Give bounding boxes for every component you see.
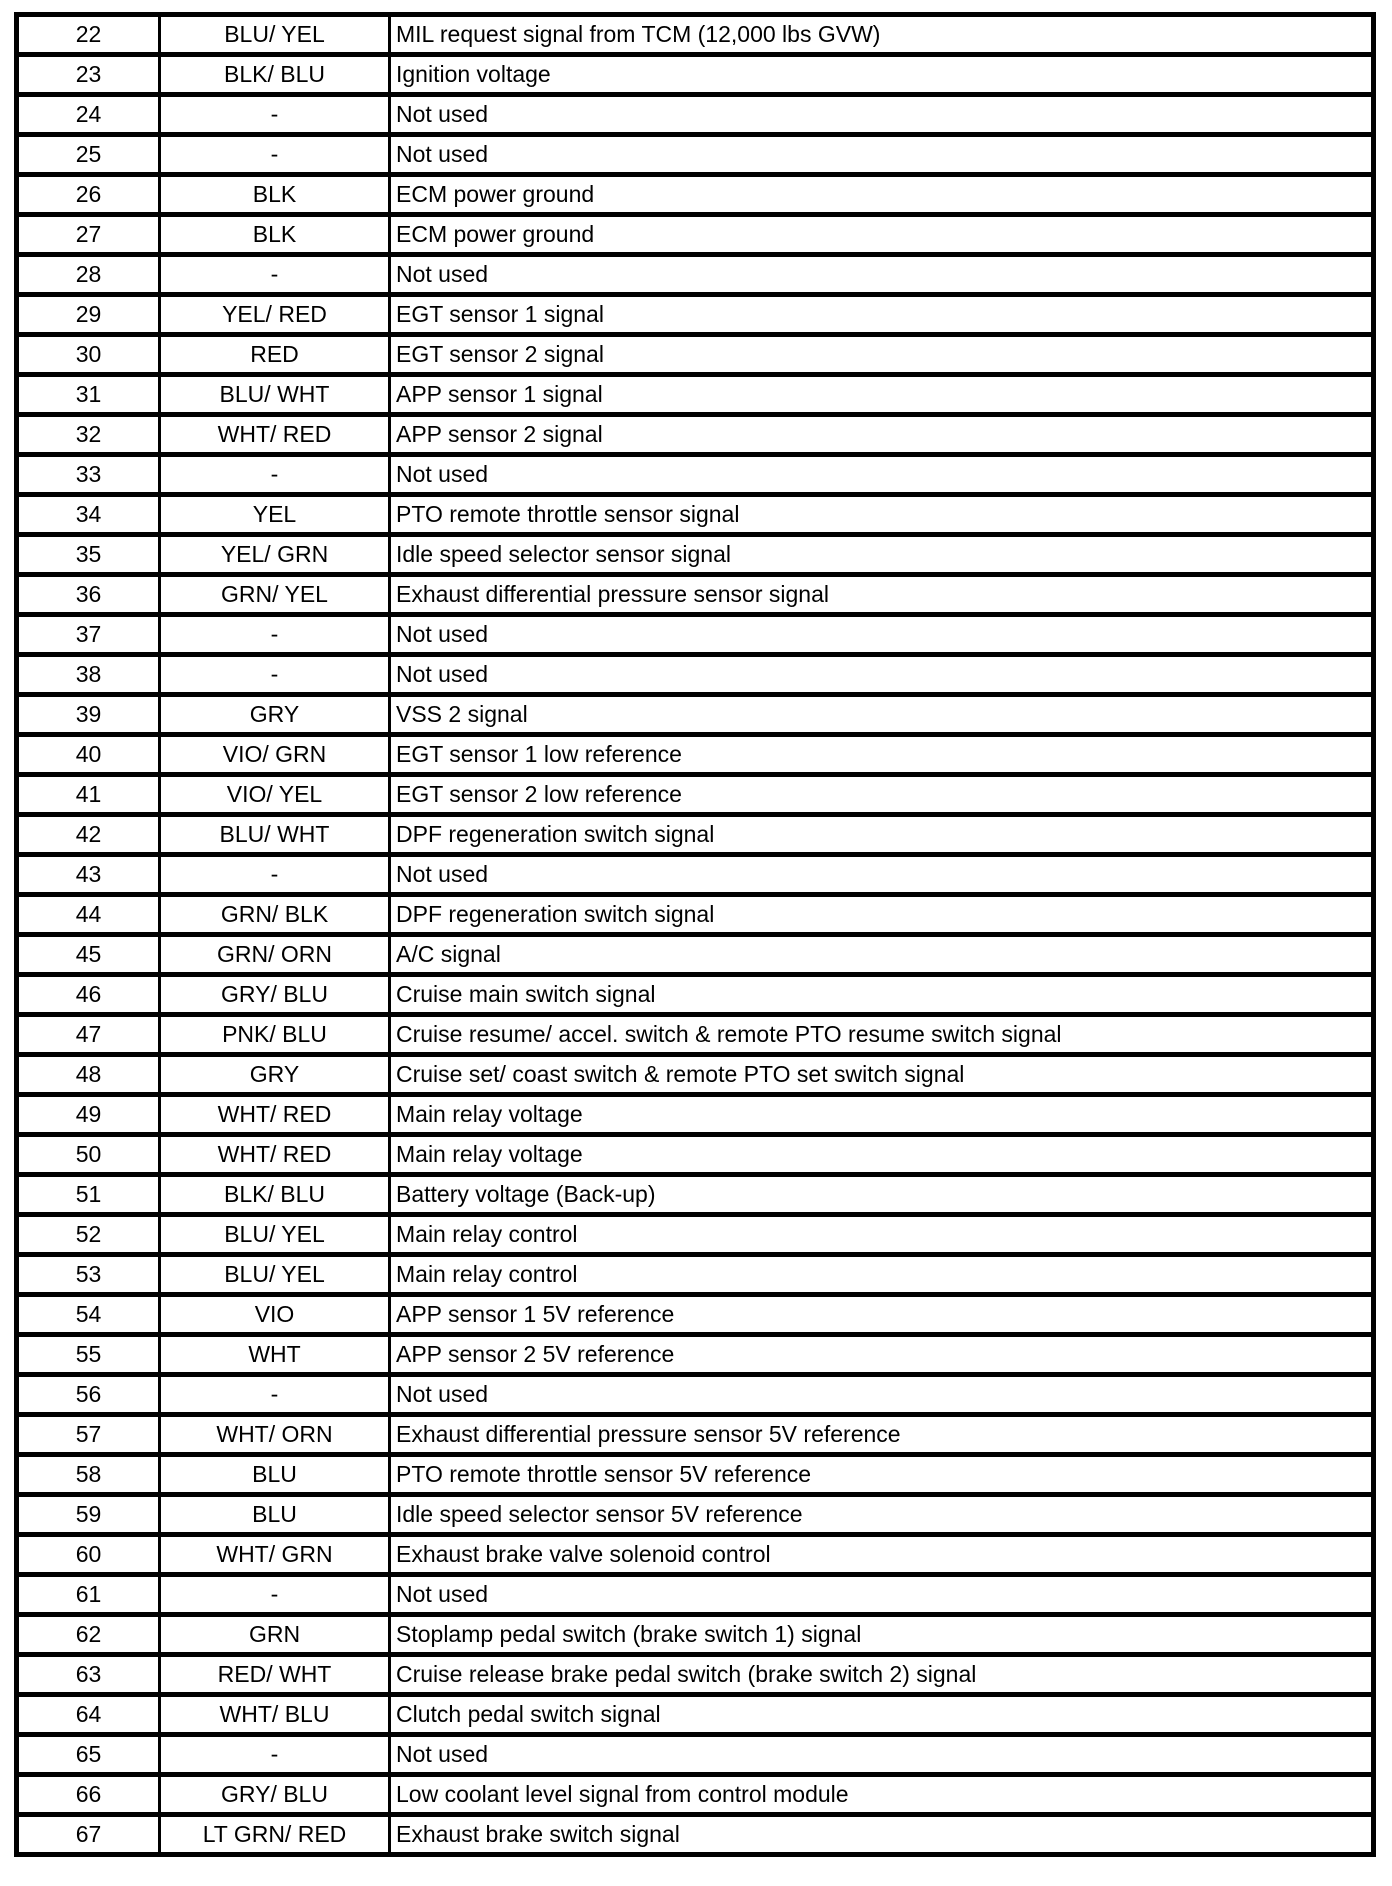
table-row xyxy=(17,1215,1374,1255)
table-row xyxy=(17,215,1374,255)
description-cell: Idle speed selector sensor signal xyxy=(390,535,1374,575)
wire-color-cell: GRY xyxy=(160,695,390,735)
description-cell: Main relay voltage xyxy=(390,1095,1374,1135)
pin-number-cell: 40 xyxy=(17,735,160,775)
description-cell: A/C signal xyxy=(390,935,1374,975)
description-cell: APP sensor 2 5V reference xyxy=(390,1335,1374,1375)
description-cell: Cruise set/ coast switch & remote PTO set switch signal xyxy=(390,1055,1374,1095)
wire-color-cell: LT GRN/ RED xyxy=(160,1815,390,1855)
pin-number-cell: 61 xyxy=(17,1575,160,1615)
table-row xyxy=(17,135,1374,175)
pin-number-cell: 53 xyxy=(17,1255,160,1295)
pin-number-cell: 37 xyxy=(17,615,160,655)
wire-color-cell: - xyxy=(160,135,390,175)
table-row xyxy=(17,855,1374,895)
pin-number-cell: 25 xyxy=(17,135,160,175)
table-row xyxy=(17,1575,1374,1615)
description-cell: Not used xyxy=(390,95,1374,135)
table-row xyxy=(17,1335,1374,1375)
wire-color-cell: YEL/ RED xyxy=(160,295,390,335)
table-row xyxy=(17,615,1374,655)
pin-number-cell: 63 xyxy=(17,1655,160,1695)
table-row xyxy=(17,535,1374,575)
pin-number-cell: 43 xyxy=(17,855,160,895)
pin-number-cell: 38 xyxy=(17,655,160,695)
description-cell: Cruise main switch signal xyxy=(390,975,1374,1015)
table-row xyxy=(17,1175,1374,1215)
description-cell: EGT sensor 2 signal xyxy=(390,335,1374,375)
table-row xyxy=(17,575,1374,615)
pin-number-cell: 49 xyxy=(17,1095,160,1135)
table-row xyxy=(17,815,1374,855)
table-row xyxy=(17,1015,1374,1055)
table-row xyxy=(17,1735,1374,1775)
description-cell: Battery voltage (Back-up) xyxy=(390,1175,1374,1215)
table-row xyxy=(17,1095,1374,1135)
description-cell: PTO remote throttle sensor 5V reference xyxy=(390,1455,1374,1495)
wire-color-cell: GRN/ BLK xyxy=(160,895,390,935)
table-row xyxy=(17,1775,1374,1815)
pin-number-cell: 64 xyxy=(17,1695,160,1735)
description-cell: Not used xyxy=(390,615,1374,655)
pin-number-cell: 44 xyxy=(17,895,160,935)
pin-number-cell: 58 xyxy=(17,1455,160,1495)
table-row xyxy=(17,1415,1374,1455)
description-cell: Cruise release brake pedal switch (brake switch 2) signal xyxy=(390,1655,1374,1695)
description-cell: Not used xyxy=(390,855,1374,895)
description-cell: APP sensor 2 signal xyxy=(390,415,1374,455)
description-cell: ECM power ground xyxy=(390,175,1374,215)
pin-number-cell: 54 xyxy=(17,1295,160,1335)
pin-number-cell: 48 xyxy=(17,1055,160,1095)
table-row xyxy=(17,1495,1374,1535)
description-cell: Not used xyxy=(390,1735,1374,1775)
table-row xyxy=(17,1535,1374,1575)
pin-number-cell: 23 xyxy=(17,55,160,95)
wire-color-cell: - xyxy=(160,255,390,295)
description-cell: Exhaust differential pressure sensor 5V reference xyxy=(390,1415,1374,1455)
description-cell: EGT sensor 2 low reference xyxy=(390,775,1374,815)
pin-number-cell: 33 xyxy=(17,455,160,495)
wire-color-cell: - xyxy=(160,1375,390,1415)
table-row xyxy=(17,1055,1374,1095)
table-row xyxy=(17,695,1374,735)
description-cell: DPF regeneration switch signal xyxy=(390,895,1374,935)
table-row xyxy=(17,15,1374,55)
pin-number-cell: 47 xyxy=(17,1015,160,1055)
wire-color-cell: WHT/ BLU xyxy=(160,1695,390,1735)
description-cell: MIL request signal from TCM (12,000 lbs GVW) xyxy=(390,15,1374,55)
wire-color-cell: VIO/ YEL xyxy=(160,775,390,815)
pin-number-cell: 26 xyxy=(17,175,160,215)
description-cell: VSS 2 signal xyxy=(390,695,1374,735)
table-row xyxy=(17,735,1374,775)
table-row xyxy=(17,895,1374,935)
description-cell: Exhaust brake valve solenoid control xyxy=(390,1535,1374,1575)
table-row xyxy=(17,1815,1374,1855)
description-cell: Exhaust brake switch signal xyxy=(390,1815,1374,1855)
pin-number-cell: 45 xyxy=(17,935,160,975)
wire-color-cell: WHT/ ORN xyxy=(160,1415,390,1455)
description-cell: Not used xyxy=(390,1375,1374,1415)
pin-number-cell: 36 xyxy=(17,575,160,615)
description-cell: DPF regeneration switch signal xyxy=(390,815,1374,855)
table-row xyxy=(17,1295,1374,1335)
wire-color-cell: RED xyxy=(160,335,390,375)
wire-color-cell: WHT xyxy=(160,1335,390,1375)
wire-color-cell: GRY/ BLU xyxy=(160,1775,390,1815)
pin-number-cell: 24 xyxy=(17,95,160,135)
wire-color-cell: VIO xyxy=(160,1295,390,1335)
wire-color-cell: - xyxy=(160,655,390,695)
description-cell: Not used xyxy=(390,455,1374,495)
table-row xyxy=(17,1655,1374,1695)
pin-number-cell: 41 xyxy=(17,775,160,815)
description-cell: APP sensor 1 signal xyxy=(390,375,1374,415)
wire-color-cell: WHT/ RED xyxy=(160,1135,390,1175)
pin-number-cell: 30 xyxy=(17,335,160,375)
description-cell: Stoplamp pedal switch (brake switch 1) signal xyxy=(390,1615,1374,1655)
pin-number-cell: 28 xyxy=(17,255,160,295)
description-cell: Cruise resume/ accel. switch & remote PTO resume switch signal xyxy=(390,1015,1374,1055)
pinout-table xyxy=(14,12,1376,1857)
pin-number-cell: 32 xyxy=(17,415,160,455)
wire-color-cell: GRN/ ORN xyxy=(160,935,390,975)
description-cell: Not used xyxy=(390,135,1374,175)
table-row xyxy=(17,455,1374,495)
pin-number-cell: 62 xyxy=(17,1615,160,1655)
table-row xyxy=(17,1695,1374,1735)
wire-color-cell: BLU xyxy=(160,1495,390,1535)
wire-color-cell: PNK/ BLU xyxy=(160,1015,390,1055)
pin-number-cell: 29 xyxy=(17,295,160,335)
table-row xyxy=(17,775,1374,815)
wire-color-cell: - xyxy=(160,1575,390,1615)
pin-number-cell: 52 xyxy=(17,1215,160,1255)
wire-color-cell: GRY/ BLU xyxy=(160,975,390,1015)
pin-number-cell: 22 xyxy=(17,15,160,55)
table-row xyxy=(17,175,1374,215)
table-row xyxy=(17,255,1374,295)
wire-color-cell: BLK/ BLU xyxy=(160,55,390,95)
pin-number-cell: 39 xyxy=(17,695,160,735)
table-row xyxy=(17,1135,1374,1175)
wire-color-cell: BLU xyxy=(160,1455,390,1495)
pin-number-cell: 66 xyxy=(17,1775,160,1815)
table-row xyxy=(17,55,1374,95)
description-cell: Low coolant level signal from control module xyxy=(390,1775,1374,1815)
description-cell: APP sensor 1 5V reference xyxy=(390,1295,1374,1335)
table-row xyxy=(17,1375,1374,1415)
description-cell: Not used xyxy=(390,655,1374,695)
pin-number-cell: 34 xyxy=(17,495,160,535)
description-cell: EGT sensor 1 signal xyxy=(390,295,1374,335)
table-row xyxy=(17,335,1374,375)
table-row xyxy=(17,1455,1374,1495)
wire-color-cell: GRN xyxy=(160,1615,390,1655)
table-row xyxy=(17,295,1374,335)
pin-number-cell: 65 xyxy=(17,1735,160,1775)
wire-color-cell: YEL/ GRN xyxy=(160,535,390,575)
description-cell: Ignition voltage xyxy=(390,55,1374,95)
wire-color-cell: WHT/ GRN xyxy=(160,1535,390,1575)
wire-color-cell: BLU/ YEL xyxy=(160,1255,390,1295)
wire-color-cell: RED/ WHT xyxy=(160,1655,390,1695)
description-cell: Not used xyxy=(390,255,1374,295)
wire-color-cell: BLK xyxy=(160,215,390,255)
description-cell: Main relay control xyxy=(390,1215,1374,1255)
pin-number-cell: 67 xyxy=(17,1815,160,1855)
pin-number-cell: 60 xyxy=(17,1535,160,1575)
wire-color-cell: GRN/ YEL xyxy=(160,575,390,615)
table-row xyxy=(17,655,1374,695)
wire-color-cell: WHT/ RED xyxy=(160,1095,390,1135)
wire-color-cell: BLK xyxy=(160,175,390,215)
pin-number-cell: 46 xyxy=(17,975,160,1015)
pin-number-cell: 59 xyxy=(17,1495,160,1535)
wire-color-cell: BLK/ BLU xyxy=(160,1175,390,1215)
description-cell: Not used xyxy=(390,1575,1374,1615)
pin-number-cell: 51 xyxy=(17,1175,160,1215)
wire-color-cell: - xyxy=(160,855,390,895)
pin-number-cell: 55 xyxy=(17,1335,160,1375)
pin-number-cell: 35 xyxy=(17,535,160,575)
table-row xyxy=(17,495,1374,535)
wire-color-cell: VIO/ GRN xyxy=(160,735,390,775)
wire-color-cell: BLU/ YEL xyxy=(160,1215,390,1255)
description-cell: EGT sensor 1 low reference xyxy=(390,735,1374,775)
wire-color-cell: GRY xyxy=(160,1055,390,1095)
pin-number-cell: 42 xyxy=(17,815,160,855)
pin-number-cell: 57 xyxy=(17,1415,160,1455)
pin-number-cell: 50 xyxy=(17,1135,160,1175)
description-cell: Idle speed selector sensor 5V reference xyxy=(390,1495,1374,1535)
table-row xyxy=(17,375,1374,415)
table-row xyxy=(17,1615,1374,1655)
description-cell: PTO remote throttle sensor signal xyxy=(390,495,1374,535)
table-row xyxy=(17,1255,1374,1295)
wire-color-cell: BLU/ WHT xyxy=(160,815,390,855)
pin-number-cell: 56 xyxy=(17,1375,160,1415)
pinout-table-body xyxy=(17,15,1374,1855)
wire-color-cell: - xyxy=(160,615,390,655)
description-cell: Clutch pedal switch signal xyxy=(390,1695,1374,1735)
pin-number-cell: 31 xyxy=(17,375,160,415)
description-cell: Main relay voltage xyxy=(390,1135,1374,1175)
table-row xyxy=(17,935,1374,975)
description-cell: ECM power ground xyxy=(390,215,1374,255)
wire-color-cell: BLU/ WHT xyxy=(160,375,390,415)
wire-color-cell: WHT/ RED xyxy=(160,415,390,455)
table-row xyxy=(17,95,1374,135)
wire-color-cell: BLU/ YEL xyxy=(160,15,390,55)
wire-color-cell: - xyxy=(160,455,390,495)
wire-color-cell: - xyxy=(160,95,390,135)
description-cell: Exhaust differential pressure sensor signal xyxy=(390,575,1374,615)
table-row xyxy=(17,975,1374,1015)
wire-color-cell: YEL xyxy=(160,495,390,535)
wire-color-cell: - xyxy=(160,1735,390,1775)
description-cell: Main relay control xyxy=(390,1255,1374,1295)
pin-number-cell: 27 xyxy=(17,215,160,255)
table-row xyxy=(17,415,1374,455)
